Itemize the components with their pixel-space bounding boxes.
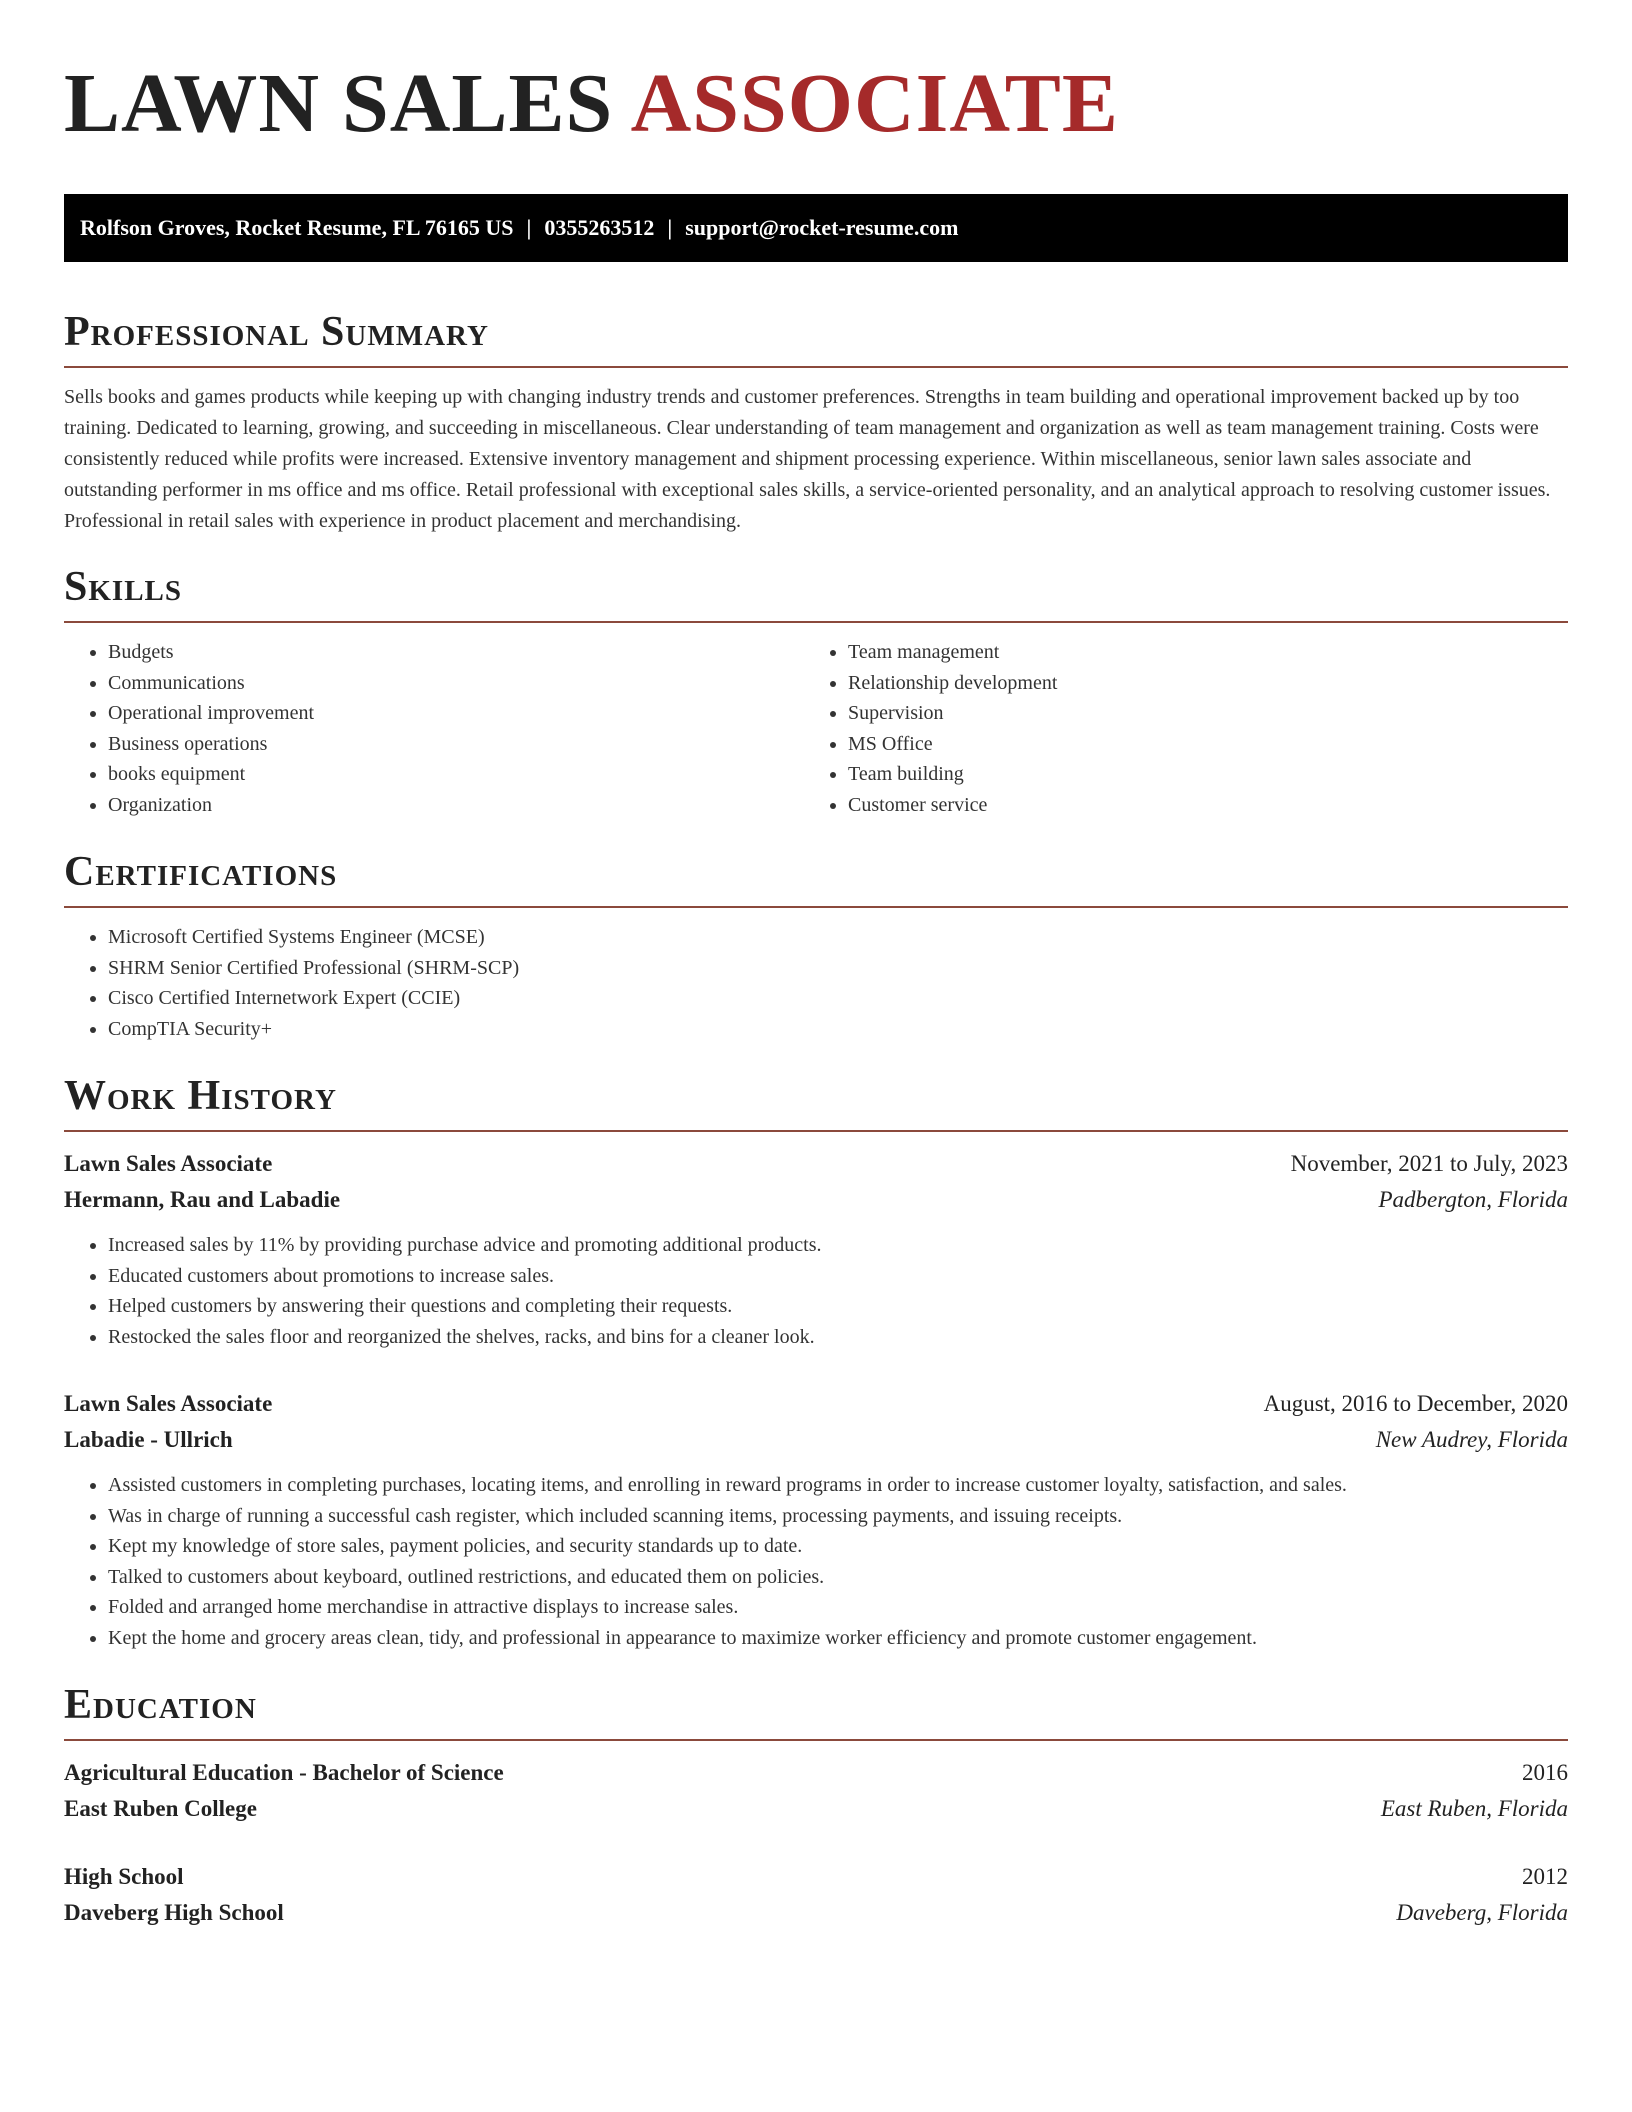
section-divider bbox=[64, 366, 1568, 368]
education-school: East Ruben College bbox=[64, 1796, 257, 1821]
education-heading: Education bbox=[64, 1682, 257, 1728]
job-subheader bbox=[64, 1182, 1568, 1218]
certification-item: • Microsoft Certified Systems Engineer (MCSE) bbox=[108, 922, 1568, 953]
certification-item: • CompTIA Security+ bbox=[108, 1014, 1568, 1045]
job-bullet: • Restocked the sales floor and reorganized the shelves, racks, and bins for a cleaner look. bbox=[108, 1322, 1568, 1353]
education-header bbox=[64, 1755, 1568, 1791]
job-location: Padbergton, Florida bbox=[1378, 1187, 1568, 1212]
job-dates: August, 2016 to December, 2020 bbox=[1263, 1391, 1568, 1416]
education-year: 2012 bbox=[1522, 1864, 1568, 1889]
skill-item: • Business operations bbox=[108, 729, 804, 760]
skill-item: • Team building bbox=[848, 759, 1544, 790]
work-history-section bbox=[64, 1072, 1568, 1653]
certifications-list bbox=[64, 922, 1568, 1044]
skill-item: • books equipment bbox=[108, 759, 804, 790]
education-degree: High School bbox=[64, 1864, 184, 1889]
job-bullets bbox=[64, 1230, 1568, 1352]
section-divider bbox=[64, 1130, 1568, 1132]
education-location: East Ruben, Florida bbox=[1380, 1796, 1568, 1821]
summary-heading: Professional Summary bbox=[64, 309, 489, 355]
job-entry bbox=[64, 1386, 1568, 1653]
title-main: LAWN SALES bbox=[64, 57, 614, 150]
skills-grid bbox=[64, 637, 1568, 820]
job-header bbox=[64, 1386, 1568, 1422]
skill-item: • Organization bbox=[108, 790, 804, 821]
education-header bbox=[64, 1859, 1568, 1895]
title-accent: ASSOCIATE bbox=[630, 57, 1119, 150]
job-company: Hermann, Rau and Labadie bbox=[64, 1187, 341, 1212]
section-divider bbox=[64, 1739, 1568, 1741]
contact-separator: | bbox=[667, 215, 673, 240]
summary-text: Sells books and games products while keeping up with changing industry trends and customer preferences. Strengths in team building and operational improvement backed up by too training. Dedicated to learning, growing, and succeeding in miscellaneous. Clear understanding of team management and organization as well as team management training. Costs were consistently reduced while profits were increased. Extensive inventory management and shipment processing experience. Within miscellaneous, senior lawn sales associate and outstanding performer in ms office and ms office. Retail professional with exceptional sales skills, a service-oriented personality, and an analytical approach to resolving customer issues. Professional in retail sales with experience in product placement and merchandising. bbox=[64, 386, 1551, 532]
contact-separator: | bbox=[526, 215, 532, 240]
skill-item: • Team management bbox=[848, 637, 1544, 668]
job-bullet: • Educated customers about promotions to increase sales. bbox=[108, 1261, 1568, 1292]
job-bullet: • Kept the home and grocery areas clean, tidy, and professional in appearance to maximize worker efficiency and promote customer engagement. bbox=[108, 1623, 1568, 1654]
contact-address: Rolfson Groves, Rocket Resume, FL 76165 US bbox=[80, 215, 514, 240]
job-title: Lawn Sales Associate bbox=[64, 1151, 273, 1176]
education-subheader bbox=[64, 1895, 1568, 1931]
skills-list-right bbox=[804, 637, 1544, 820]
skills-column-right bbox=[804, 637, 1544, 820]
contact-bar bbox=[64, 194, 1568, 262]
job-bullet: • Kept my knowledge of store sales, payment policies, and security standards up to date. bbox=[108, 1531, 1568, 1562]
skill-item: • Relationship development bbox=[848, 668, 1544, 699]
job-location: New Audrey, Florida bbox=[1375, 1427, 1568, 1452]
education-location: Daveberg, Florida bbox=[1396, 1900, 1568, 1925]
skills-list-left bbox=[64, 637, 804, 820]
contact-email: support@rocket-resume.com bbox=[685, 215, 959, 240]
skill-item: • Operational improvement bbox=[108, 698, 804, 729]
job-bullet: • Folded and arranged home merchandise in attractive displays to increase sales. bbox=[108, 1592, 1568, 1623]
skill-item: • Customer service bbox=[848, 790, 1544, 821]
job-bullet: • Was in charge of running a successful cash register, which included scanning items, processing payments, and issuing receipts. bbox=[108, 1501, 1568, 1532]
job-title: Lawn Sales Associate bbox=[64, 1391, 273, 1416]
education-section bbox=[64, 1681, 1568, 1931]
resume-title bbox=[64, 56, 1568, 152]
job-entry bbox=[64, 1146, 1568, 1352]
skills-heading: Skills bbox=[64, 564, 183, 610]
job-bullet: • Helped customers by answering their questions and completing their requests. bbox=[108, 1291, 1568, 1322]
education-entry bbox=[64, 1755, 1568, 1827]
skill-item: • MS Office bbox=[848, 729, 1544, 760]
job-bullets bbox=[64, 1470, 1568, 1653]
education-entry bbox=[64, 1859, 1568, 1931]
education-subheader bbox=[64, 1791, 1568, 1827]
work-history-heading: Work History bbox=[64, 1073, 337, 1119]
skills-column-left bbox=[64, 637, 804, 820]
skill-item: • Communications bbox=[108, 668, 804, 699]
skills-section bbox=[64, 563, 1568, 820]
skill-item: • Budgets bbox=[108, 637, 804, 668]
job-bullet: • Assisted customers in completing purchases, locating items, and enrolling in reward programs in order to increase customer loyalty, satisfaction, and sales. bbox=[108, 1470, 1568, 1501]
certifications-heading: Certifications bbox=[64, 849, 338, 895]
education-year: 2016 bbox=[1522, 1760, 1568, 1785]
education-degree: Agricultural Education - Bachelor of Science bbox=[64, 1760, 504, 1785]
certifications-section bbox=[64, 848, 1568, 1044]
education-school: Daveberg High School bbox=[64, 1900, 284, 1925]
contact-phone: 0355263512 bbox=[544, 215, 655, 240]
skill-item: • Supervision bbox=[848, 698, 1544, 729]
job-company: Labadie - Ullrich bbox=[64, 1427, 233, 1452]
certification-item: • SHRM Senior Certified Professional (SHRM-SCP) bbox=[108, 953, 1568, 984]
job-dates: November, 2021 to July, 2023 bbox=[1290, 1151, 1568, 1176]
job-bullet: • Talked to customers about keyboard, outlined restrictions, and educated them on policies. bbox=[108, 1562, 1568, 1593]
job-bullet: • Increased sales by 11% by providing purchase advice and promoting additional products. bbox=[108, 1230, 1568, 1261]
section-divider bbox=[64, 906, 1568, 908]
summary-section bbox=[64, 308, 1568, 537]
certification-item: • Cisco Certified Internetwork Expert (CCIE) bbox=[108, 983, 1568, 1014]
job-header bbox=[64, 1146, 1568, 1182]
job-subheader bbox=[64, 1422, 1568, 1458]
section-divider bbox=[64, 621, 1568, 623]
